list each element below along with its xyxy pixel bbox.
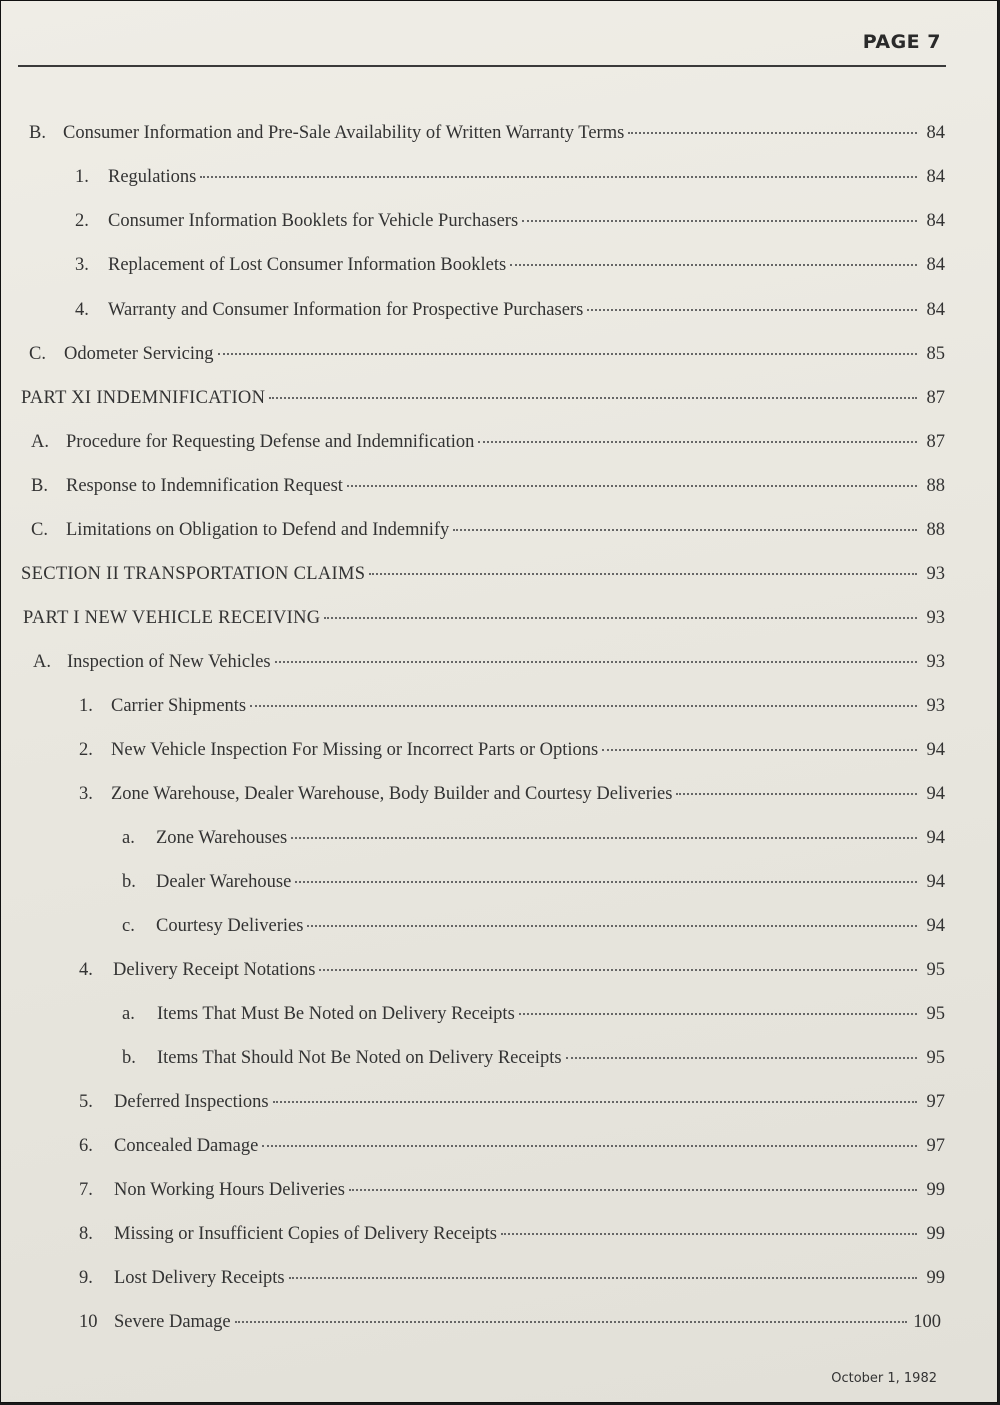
toc-entry-title: Dealer Warehouse bbox=[156, 872, 292, 892]
toc-entry-page: 93 bbox=[926, 652, 945, 672]
toc-dot-leader bbox=[273, 1101, 917, 1103]
toc-entry-marker: 4. bbox=[75, 300, 89, 320]
toc-entry-page: 84 bbox=[926, 211, 945, 231]
toc-entry-marker: B. bbox=[31, 476, 48, 496]
toc-entry bbox=[79, 1136, 945, 1166]
toc-entry-page: 94 bbox=[926, 740, 945, 760]
toc-entry-page: 93 bbox=[926, 696, 945, 716]
toc-dot-leader bbox=[347, 485, 917, 487]
toc-entry-marker: a. bbox=[122, 828, 135, 848]
toc-dot-leader bbox=[501, 1233, 917, 1235]
toc-dot-leader bbox=[295, 881, 917, 883]
toc-entry bbox=[31, 520, 945, 550]
toc-entry bbox=[31, 432, 945, 462]
toc-entry-page: 94 bbox=[926, 828, 945, 848]
toc-entry bbox=[79, 696, 945, 726]
toc-entry-marker: 4. bbox=[79, 960, 93, 980]
toc-entry-title: Deferred Inspections bbox=[114, 1092, 269, 1112]
toc-entry-marker: 2. bbox=[79, 740, 93, 760]
toc-entry-page: 99 bbox=[926, 1224, 945, 1244]
page-footer-date: October 1, 1982 bbox=[831, 1371, 937, 1386]
toc-part-heading bbox=[23, 608, 945, 638]
toc-entry-marker: b. bbox=[122, 872, 136, 892]
toc-entry bbox=[79, 960, 945, 990]
toc-entry bbox=[79, 1092, 945, 1122]
toc-dot-leader bbox=[262, 1145, 917, 1147]
toc-entry-page: 97 bbox=[926, 1136, 945, 1156]
toc-dot-leader bbox=[307, 925, 917, 927]
toc-entry bbox=[29, 344, 945, 374]
toc-entry-marker: 7. bbox=[79, 1180, 93, 1200]
toc-entry-marker: 8. bbox=[79, 1224, 93, 1244]
toc-dot-leader bbox=[275, 661, 917, 663]
toc-entry bbox=[79, 740, 945, 770]
toc-entry bbox=[122, 828, 945, 858]
toc-entry bbox=[75, 167, 945, 197]
toc-entry-title: Carrier Shipments bbox=[111, 696, 247, 716]
toc-entry-title: Delivery Receipt Notations bbox=[113, 960, 316, 980]
toc-dot-leader bbox=[269, 397, 917, 399]
toc-entry-title: Replacement of Lost Consumer Information Booklets bbox=[108, 255, 507, 275]
toc-entry-title: Items That Should Not Be Noted on Delivery Receipts bbox=[157, 1048, 562, 1068]
toc-entry bbox=[122, 872, 945, 902]
toc-dot-leader bbox=[218, 353, 918, 355]
toc-entry-marker: B. bbox=[29, 123, 46, 143]
toc-entry-page: 84 bbox=[926, 255, 945, 275]
toc-dot-leader bbox=[587, 309, 917, 311]
toc-entry bbox=[75, 255, 945, 285]
toc-entry bbox=[79, 784, 945, 814]
toc-entry-page: 95 bbox=[926, 960, 945, 980]
toc-entry bbox=[75, 300, 945, 330]
toc-entry-page: 85 bbox=[926, 344, 945, 364]
toc-dot-leader bbox=[324, 617, 917, 619]
toc-dot-leader bbox=[676, 793, 917, 795]
toc-entry-marker: A. bbox=[31, 432, 49, 452]
toc-entry bbox=[79, 1224, 945, 1254]
toc-entry bbox=[122, 1048, 945, 1078]
toc-entry-page: 99 bbox=[926, 1268, 945, 1288]
toc-entry-page: 87 bbox=[926, 432, 945, 452]
toc-entry-title: Concealed Damage bbox=[114, 1136, 259, 1156]
toc-entry-marker: c. bbox=[122, 916, 135, 936]
toc-entry bbox=[31, 476, 945, 506]
toc-dot-leader bbox=[478, 441, 917, 443]
toc-entry bbox=[79, 1268, 945, 1298]
toc-entry bbox=[75, 211, 945, 241]
toc-section-heading bbox=[21, 564, 945, 594]
toc-entry-marker: C. bbox=[29, 344, 46, 364]
header-rule bbox=[18, 65, 946, 67]
toc-dot-leader bbox=[628, 132, 917, 134]
toc-entry-marker: 6. bbox=[79, 1136, 93, 1156]
toc-entry-title: SECTION II TRANSPORTATION CLAIMS bbox=[21, 564, 366, 584]
toc-entry-title: Severe Damage bbox=[114, 1312, 231, 1332]
toc-entry-page: 84 bbox=[926, 300, 945, 320]
toc-dot-leader bbox=[200, 176, 917, 178]
toc-entry-marker: 3. bbox=[75, 255, 89, 275]
toc-entry-marker: 1. bbox=[75, 167, 89, 187]
toc-entry-marker: 2. bbox=[75, 211, 89, 231]
toc-entry bbox=[79, 1312, 941, 1342]
toc-dot-leader bbox=[369, 573, 917, 575]
toc-entry-title: Regulations bbox=[108, 167, 197, 187]
toc-entry-marker: A. bbox=[33, 652, 51, 672]
toc-dot-leader bbox=[349, 1189, 917, 1191]
toc-entry-title: Limitations on Obligation to Defend and Indemnify bbox=[66, 520, 450, 540]
toc-entry-page: 93 bbox=[926, 608, 945, 628]
toc-entry-page: 84 bbox=[926, 123, 945, 143]
toc-entry-page: 94 bbox=[926, 916, 945, 936]
toc-part-heading bbox=[21, 388, 945, 418]
toc-dot-leader bbox=[250, 705, 917, 707]
toc-entry-page: 94 bbox=[926, 872, 945, 892]
toc-entry-title: PART I NEW VEHICLE RECEIVING bbox=[23, 608, 321, 628]
toc-entry-title: Zone Warehouse, Dealer Warehouse, Body Builder and Courtesy Deliveries bbox=[111, 784, 673, 804]
toc-entry-title: Response to Indemnification Request bbox=[66, 476, 343, 496]
toc-dot-leader bbox=[289, 1277, 917, 1279]
toc-dot-leader bbox=[510, 264, 917, 266]
toc-dot-leader bbox=[519, 1013, 917, 1015]
toc-entry-page: 94 bbox=[926, 784, 945, 804]
toc-entry-title: Zone Warehouses bbox=[156, 828, 288, 848]
toc-dot-leader bbox=[453, 529, 917, 531]
toc-dot-leader bbox=[319, 969, 917, 971]
toc-entry-title: Items That Must Be Noted on Delivery Receipts bbox=[157, 1004, 515, 1024]
toc-entry bbox=[79, 1180, 945, 1210]
toc-entry-page: 95 bbox=[926, 1004, 945, 1024]
toc-entry-page: 88 bbox=[926, 520, 945, 540]
toc-entry-title: Warranty and Consumer Information for Prospective Purchasers bbox=[108, 300, 584, 320]
page-number-header: PAGE 7 bbox=[862, 31, 941, 53]
toc-dot-leader bbox=[235, 1321, 908, 1323]
toc-entry bbox=[122, 916, 945, 946]
toc-entry bbox=[122, 1004, 945, 1034]
toc-entry-marker: 5. bbox=[79, 1092, 93, 1112]
toc-entry bbox=[29, 123, 945, 153]
toc-entry-page: 100 bbox=[913, 1312, 941, 1332]
toc-dot-leader bbox=[522, 220, 917, 222]
toc-dot-leader bbox=[602, 749, 917, 751]
toc-entry-title: New Vehicle Inspection For Missing or Incorrect Parts or Options bbox=[111, 740, 599, 760]
toc-entry-marker: b. bbox=[122, 1048, 136, 1068]
toc-entry-marker: 9. bbox=[79, 1268, 93, 1288]
toc-entry-page: 88 bbox=[926, 476, 945, 496]
toc-entry-page: 93 bbox=[926, 564, 945, 584]
toc-entry-marker: 1. bbox=[79, 696, 93, 716]
table-of-contents bbox=[1, 115, 998, 1355]
toc-entry-page: 99 bbox=[926, 1180, 945, 1200]
toc-dot-leader bbox=[566, 1057, 917, 1059]
toc-entry-title: Odometer Servicing bbox=[64, 344, 214, 364]
toc-entry-title: Missing or Insufficient Copies of Delivery Receipts bbox=[114, 1224, 497, 1244]
toc-entry-page: 97 bbox=[926, 1092, 945, 1112]
toc-entry-title: Procedure for Requesting Defense and Indemnification bbox=[66, 432, 475, 452]
toc-dot-leader bbox=[291, 837, 917, 839]
toc-entry-title: Lost Delivery Receipts bbox=[114, 1268, 285, 1288]
toc-entry bbox=[33, 652, 945, 682]
toc-entry-title: Inspection of New Vehicles bbox=[67, 652, 271, 672]
toc-entry-marker: 10 bbox=[79, 1312, 98, 1332]
toc-entry-page: 95 bbox=[926, 1048, 945, 1068]
toc-entry-title: Consumer Information and Pre-Sale Availability of Written Warranty Terms bbox=[63, 123, 625, 143]
toc-entry-marker: a. bbox=[122, 1004, 135, 1024]
toc-entry-title: PART XI INDEMNIFICATION bbox=[21, 388, 266, 408]
toc-entry-marker: C. bbox=[31, 520, 48, 540]
toc-entry-page: 84 bbox=[926, 167, 945, 187]
toc-entry-marker: 3. bbox=[79, 784, 93, 804]
toc-entry-title: Courtesy Deliveries bbox=[156, 916, 304, 936]
toc-entry-title: Consumer Information Booklets for Vehicle Purchasers bbox=[108, 211, 519, 231]
toc-entry-title: Non Working Hours Deliveries bbox=[114, 1180, 345, 1200]
toc-entry-page: 87 bbox=[926, 388, 945, 408]
